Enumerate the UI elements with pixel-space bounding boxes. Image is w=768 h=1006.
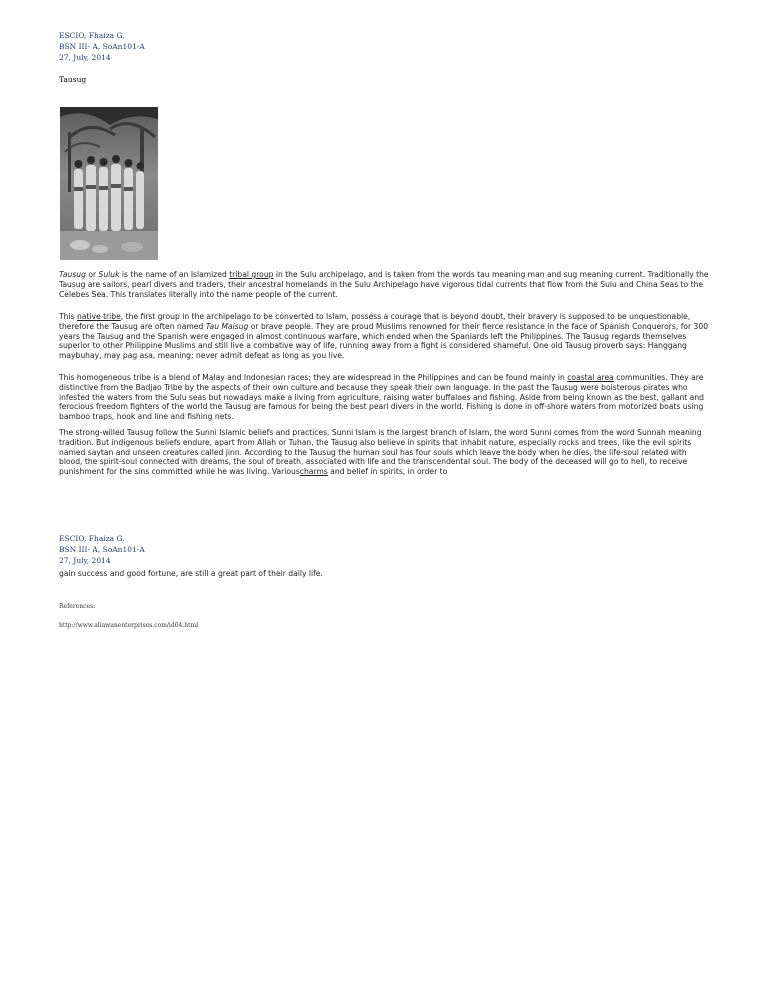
text-span: This [59,312,77,321]
text-span: in the Sulu archipelago, and is taken from the words tau meaning man and sug meaning current. Traditionally the Tausug are sailors, pearl divers and traders, their ancestral homelands in the Sulu Archipelago have vigorous tidal currents that flow from the Sulu and China Seas to the Celebes Sea. This translates literally into the name people of the current. [59,270,709,299]
paragraph-beliefs [59,428,711,477]
link-charms[interactable]: charms [299,467,328,477]
paragraph-homogeneous-tribe [59,373,711,422]
text-span: is the name of an Islamized [119,270,230,279]
reference-link[interactable]: http://www.aliawanenterprises.com/id64.html [59,622,199,629]
text-span: , the first group in the archipelago to be converted to Islam, possess a courage that is beyond doubt, their bravery is supposed to be unquestionable, therefore the Tausug are often named [59,312,691,331]
author-name-page2: ESCIO, Fhaiza G. [59,534,125,543]
term-tausug: Tausug [59,270,86,279]
paragraph-native-tribe [59,312,711,361]
text-span: The strong-willed Tausug follow the Sunni Islamic beliefs and practices, Sunni Islam is the largest branch of Islam, the word Sunni comes from the word Sunnah meaning tradition. But indigenous beliefs endure, apart from Allah or Tuhan, the Tausug also believe in spirits that inhabit nature, especially rocks and trees, like the evil spirits named saytan and unseen creatures called jinn. According to the Tausug the human soul has four souls which leave the body when he dies, the life-soul related with blood, the spirit-soul connected with dreams, the soul of breath, associated with life and the transcendental soul. The body of the deceased will go to hell, to receive punishment for the sins committed while he was living. Various [59,428,702,477]
course-line-page2: BSN III- A, SoAn101-A [59,545,145,554]
document-title: Tausug [59,75,87,84]
group-photo-image [60,107,158,260]
paragraph-intro [59,270,711,299]
link-native-tribe[interactable]: native tribe [76,312,121,321]
text-span: This homogeneous tribe is a blend of Malay and Indonesian races; they are widespread in the Philippines and can be found mainly in [59,373,568,382]
text-span: or [85,270,99,279]
text-span: communities. They are distinctive from the Badjao Tribe by the aspects of their own culture and because they speak their own language. In the past the Tausug were boisterous pirates who infested the waters from the Sulu seas but nowadays make a living from agriculture, raising water buffaloes and fishing. Aside from being known as the best, gallant and ferocious freedom fighters of the world the Tausug are famous for being the best pearl divers in the world. Fishing is done in off-shore waters from motorized boats using bamboo traps, hook and line and fishing nets. [59,373,704,422]
references-label: References: [59,603,96,610]
text-span: and belief in spirits, in order to [327,467,448,477]
term-suluk: Suluk [98,270,120,279]
date-line-page2: 27, July, 2014 [59,556,111,565]
link-tribal-group[interactable]: tribal group [229,270,274,279]
author-name: ESCIO, Fhaiza G. [59,31,125,40]
link-coastal-area[interactable]: coastal area [567,373,614,382]
paragraph-continuation: gain success and good fortune, are still a great part of their daily life. [59,569,323,578]
course-line: BSN III- A, SoAn101-A [59,42,145,51]
date-line: 27, July, 2014 [59,53,111,62]
text-span: or brave people. They are proud Muslims renowned for their fierce resistance in the face of Spanish Conquerors, for 300 years the Tausug and the Spanish were engaged in almost continuous warfare, which ended when the Spaniards left the Philippines. The Tausug regards themselves superior to other Philippine Muslims and still live a combative way of life, running away from a fight is considered shameful. One old Tausug proverb says: Hanggang maybuhay, may pag asa, meaning; never admit defeat as long as you live. [59,321,709,361]
term-tau-maisug: Tau Maisug [205,321,249,331]
